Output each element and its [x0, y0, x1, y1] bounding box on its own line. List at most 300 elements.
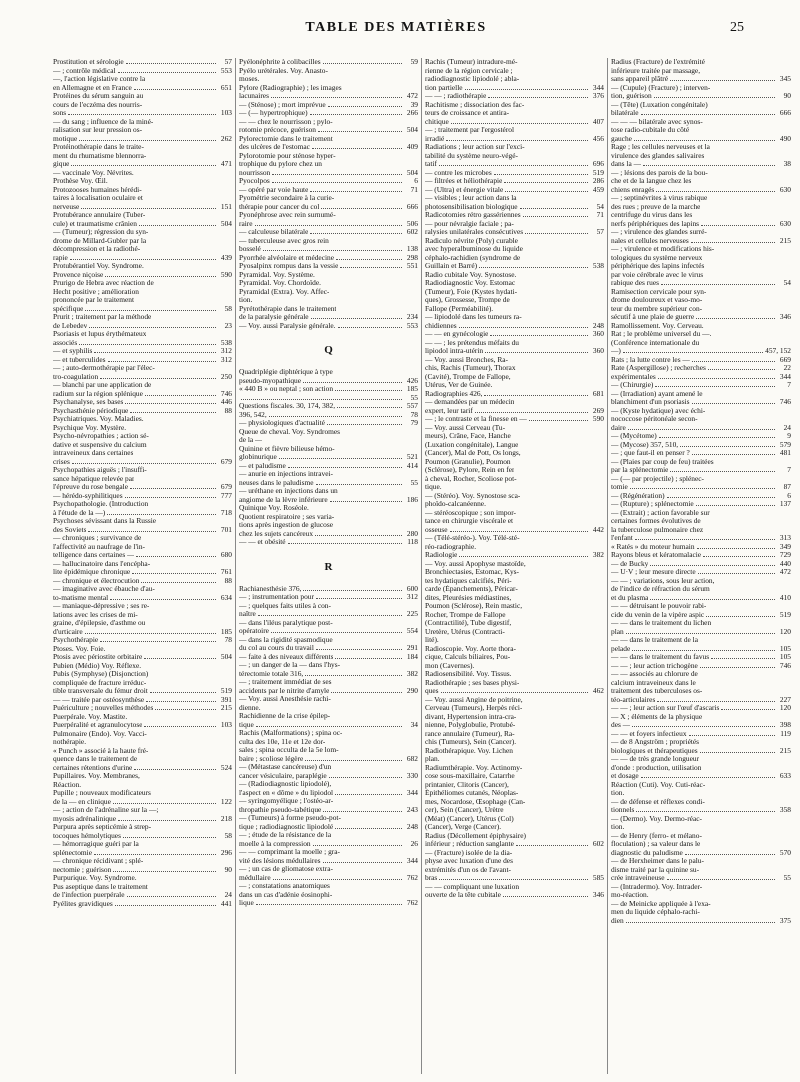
dot-leader — [697, 543, 775, 549]
index-entry — [611, 356, 791, 365]
index-entry — [611, 126, 791, 135]
index-entry — [53, 483, 232, 492]
dot-leader — [692, 356, 775, 362]
entry-text: par voie cérébrale avec le virus — [611, 270, 704, 279]
index-entry — [425, 891, 604, 900]
index-entry — [53, 874, 232, 883]
index-entry — [53, 364, 232, 373]
index-entry — [425, 84, 604, 93]
index-entry — [53, 84, 232, 93]
entry-text: Ptoses. Voy. Foie. — [53, 644, 106, 653]
entry-text: tion, guérison — [611, 92, 652, 100]
index-entry — [239, 67, 418, 76]
dot-leader — [520, 203, 588, 209]
entry-text: Psychopathologie. (Introduction — [53, 500, 149, 508]
index-entry — [239, 848, 418, 857]
index-entry — [611, 662, 791, 671]
page-ref: 105 — [779, 653, 791, 661]
index-entry — [239, 712, 418, 721]
index-entry — [239, 228, 418, 237]
entry-text: — uréthane en injections dans un — [239, 487, 338, 495]
dot-leader — [503, 891, 588, 897]
index-entry — [611, 109, 791, 118]
index-entry — [239, 763, 418, 772]
entry-text: — ; instrumentation pour — [239, 593, 314, 601]
index-entry — [53, 58, 232, 67]
index-entry — [53, 143, 232, 152]
page-ref: 459 — [592, 185, 604, 194]
entry-text: phoïdo-calcanéenne. — [425, 500, 486, 508]
index-entry — [53, 407, 232, 416]
index-entry — [53, 67, 232, 76]
entry-text: — (Télé-stéréo-). Voy. Télé-sté- — [425, 534, 520, 542]
index-entry — [239, 394, 418, 403]
entry-text: — — dans le traitement de la — [611, 636, 699, 644]
entry-text: — et syphilis — [53, 347, 93, 355]
dot-leader — [523, 211, 588, 217]
entry-text: neuses dans le paludisme — [239, 478, 314, 487]
dot-leader — [110, 594, 216, 600]
index-entry — [239, 865, 418, 874]
index-entry — [611, 509, 791, 518]
entry-text: — imaginative avec ébauche d'au- — [53, 585, 155, 593]
entry-text: — — chez le nourrisson ; pylo- — [239, 117, 333, 126]
index-entry — [611, 883, 791, 892]
index-entry — [425, 483, 604, 492]
page-ref: 538 — [220, 338, 232, 347]
index-entry — [611, 169, 791, 178]
dot-leader — [141, 577, 216, 583]
entry-text: pseudo-myopathique — [239, 376, 301, 385]
entry-text: avec hyperalbuminose du liquide — [425, 245, 523, 253]
entry-text: Psychopathies aiguës ; l'insuffi- — [53, 466, 147, 474]
index-entry — [53, 415, 232, 424]
entry-text: accidents par le nitrite d'amyle — [239, 686, 330, 695]
entry-text: de la — — [239, 436, 263, 444]
entry-text: gique — [53, 160, 70, 168]
dot-leader — [144, 653, 216, 659]
index-entry — [425, 806, 604, 815]
page-ref: 234 — [406, 313, 418, 321]
entry-text: diagnostic du paludisme — [611, 848, 683, 857]
index-entry — [53, 628, 232, 637]
index-entry — [425, 560, 604, 569]
page-ref: 227 — [779, 695, 791, 704]
entry-text: crises — [53, 457, 70, 466]
page-ref: 407 — [592, 117, 604, 126]
entry-text: Questions fiscales. 30, 174, 382, — [239, 402, 336, 410]
entry-text: rance annulaire (Tumeur), Ra- — [425, 729, 515, 738]
index-entry — [425, 636, 604, 645]
entry-text: floculation) ; sa valeur dans le — [611, 840, 701, 848]
index-entry — [53, 92, 232, 101]
page-ref: 87 — [783, 483, 791, 491]
entry-text: ques), Grossesse, Trompe de — [425, 296, 510, 304]
entry-text: Pyonéphrose avec rein surnumé- — [239, 211, 336, 219]
entry-text: en Allemagne et en France — [53, 83, 132, 92]
index-entry — [425, 755, 604, 764]
index-entry — [425, 322, 604, 331]
dot-leader — [136, 551, 216, 557]
dot-leader — [685, 849, 775, 855]
entry-text: Queue de cheval. Voy. Syndromes — [239, 427, 341, 436]
page-ref: 746 — [220, 389, 232, 398]
page-ref: 426 — [406, 376, 418, 385]
index-entry — [53, 135, 232, 144]
dot-leader — [330, 496, 402, 502]
entry-text: certaines rétentions d'urine — [53, 763, 133, 772]
entry-text: Protozooses humaines hérédi- — [53, 185, 142, 194]
index-entry — [239, 220, 418, 229]
dot-leader — [273, 874, 402, 880]
dot-leader — [256, 899, 402, 905]
index-entry — [611, 764, 791, 773]
dot-leader — [516, 840, 588, 846]
page-ref: 296 — [220, 848, 232, 857]
entry-text: Puériculture ; nouvelles méthodes — [53, 704, 154, 712]
index-entry — [611, 75, 791, 84]
page-ref: 521 — [406, 453, 418, 461]
index-entry — [53, 279, 232, 288]
entry-text: — anurie en injections intravei- — [239, 470, 333, 478]
page-ref: 570 — [779, 848, 791, 857]
dot-leader — [89, 322, 216, 328]
index-entry — [53, 322, 232, 331]
entry-text: — hallucinatoire dans l'encépha- — [53, 559, 151, 568]
page-ref: 39 — [410, 100, 418, 109]
dot-leader — [318, 126, 402, 132]
entry-text: nothérapie. — [53, 738, 87, 746]
entry-text: — ; le contraste et la finesse en — — [425, 415, 527, 423]
index-entry — [611, 891, 791, 900]
index-entry — [611, 84, 791, 93]
entry-text: Rayons bleus et kératomalacie — [611, 551, 702, 559]
page-ref: 269 — [592, 406, 604, 415]
page-ref: 330 — [406, 771, 418, 780]
index-entry — [425, 67, 604, 76]
index-entry — [425, 160, 604, 169]
entry-text: virulence des glandes salivaires — [611, 151, 705, 160]
dot-leader — [145, 390, 216, 396]
entry-text: ralysies unilatérales consécutives — [425, 228, 524, 236]
index-entry — [611, 177, 791, 186]
index-entry — [53, 713, 232, 722]
index-entry — [53, 883, 232, 892]
index-entry — [53, 721, 232, 730]
index-entry — [425, 356, 604, 365]
index-entry — [239, 874, 418, 883]
section-letter: Q — [324, 344, 333, 356]
index-entry — [425, 747, 604, 756]
dot-leader — [79, 339, 216, 345]
entry-text: — hérédo-syphilitiques — [53, 491, 123, 500]
index-entry — [611, 118, 791, 127]
entry-text: opératoire — [239, 627, 269, 635]
entry-text: graine, d'épilepsie, d'asthme ou — [53, 619, 146, 627]
index-entry — [53, 645, 232, 654]
index-entry — [611, 407, 791, 416]
entry-text: che et de la langue chez les — [611, 177, 692, 185]
page-ref: 312 — [406, 593, 418, 601]
dot-leader — [107, 509, 216, 515]
page-ref: 185 — [220, 627, 232, 636]
page-ref: 391 — [220, 695, 232, 704]
page-ref: 88 — [224, 406, 232, 415]
entry-text: sons — [53, 109, 67, 117]
entry-text: (Méat) (Cancer), Utérus (Col) — [425, 814, 514, 823]
dot-leader — [126, 58, 216, 64]
page-ref: 55 — [410, 478, 418, 487]
index-entry — [425, 517, 604, 526]
index-entry — [239, 496, 418, 505]
index-entry — [425, 730, 604, 739]
index-entry — [611, 441, 791, 450]
page-ref: 376 — [592, 92, 604, 100]
entry-text: Psycho-névropathies ; action sé- — [53, 432, 149, 440]
page-ref: 286 — [592, 177, 604, 185]
entry-text: Rachis (Tumeur) intradure-mé- — [425, 58, 518, 66]
entry-text: — — ; leur action trichogène — [611, 661, 698, 670]
index-entry — [425, 662, 604, 671]
page-ref: 696 — [592, 160, 604, 168]
index-entry — [425, 220, 604, 229]
index-entry — [425, 526, 604, 535]
dot-leader — [130, 483, 216, 489]
page-ref: 538 — [592, 262, 604, 270]
index-entry — [239, 593, 418, 602]
index-entry — [425, 798, 604, 807]
entry-text: Rachianesthésie 376, — [239, 584, 302, 593]
dot-leader — [146, 696, 216, 702]
page-ref: 718 — [220, 508, 232, 517]
dot-leader — [310, 186, 402, 192]
page-ref: 630 — [779, 219, 791, 228]
index-entry — [425, 398, 604, 407]
index-entry — [53, 636, 232, 645]
entry-text: Psoriasis et lupus érythémateux — [53, 330, 147, 338]
index-entry — [239, 177, 418, 186]
dot-leader — [634, 135, 775, 141]
dot-leader — [118, 815, 216, 821]
entry-text: — ; étude de la résistance de la — [239, 831, 332, 839]
page-ref: 312 — [220, 355, 232, 364]
index-entry — [425, 696, 604, 705]
dot-leader — [439, 874, 588, 880]
entry-text: teur du membre supérieur con- — [611, 304, 703, 313]
dot-leader — [255, 220, 402, 226]
dot-leader — [692, 449, 775, 455]
index-entry — [53, 126, 232, 135]
dot-leader — [85, 628, 216, 634]
index-entry — [53, 551, 232, 560]
entry-text: mes, Nocardose, Œsophage (Can- — [425, 797, 526, 806]
index-entry — [425, 245, 604, 254]
dot-leader — [132, 568, 216, 574]
dot-leader — [316, 479, 402, 485]
index-entry — [425, 288, 604, 297]
index-entry — [611, 390, 791, 399]
page-ref: 414 — [406, 461, 418, 470]
entry-text: l'enfant — [611, 534, 633, 542]
index-entry — [425, 772, 604, 781]
page-ref: 346 — [779, 313, 791, 321]
index-entry — [425, 305, 604, 314]
index-entry — [239, 521, 418, 530]
entry-text: tion partielle — [425, 83, 463, 92]
index-entry — [611, 815, 791, 824]
entry-text: Radiumthérapie. Voy. Actinomy- — [425, 763, 523, 772]
index-entry — [239, 254, 418, 263]
entry-text: printanier, Clitoris (Cancer), — [425, 780, 509, 789]
entry-text: Pyélo urétérales. Voy. Anasto- — [239, 66, 328, 75]
entry-text: — de Henry (ferro- et mélano- — [611, 831, 702, 840]
index-entry — [53, 526, 232, 535]
index-entry — [425, 186, 604, 195]
index-entry — [611, 551, 791, 560]
page-ref: 446 — [220, 398, 232, 406]
entry-text: Quotient respiratoire ; ses varia- — [239, 512, 335, 521]
entry-text: — (Stéréo). Voy. Synostose sca- — [425, 491, 521, 500]
entry-text: chis, Rachis (Tumeur), Thorax — [425, 364, 516, 372]
index-entry — [53, 585, 232, 594]
entry-text: — dans l'iléus paralytique post- — [239, 618, 333, 627]
dot-leader — [305, 755, 402, 761]
entry-text: Radioscopie. Voy. Aorte thora- — [425, 644, 516, 653]
index-entry — [425, 509, 604, 518]
dot-leader — [312, 143, 402, 149]
index-entry — [611, 220, 791, 229]
page-ref: 55 — [783, 874, 791, 882]
index-entry — [611, 636, 791, 645]
dot-leader — [134, 84, 216, 90]
entry-text: — ; un cas de gliomatose extra- — [239, 865, 333, 873]
index-entry — [425, 534, 604, 543]
entry-text: par la splénectomie — [611, 466, 669, 474]
dot-leader — [626, 917, 775, 923]
entry-text: globinurique — [239, 453, 277, 461]
index-column-1 — [50, 58, 236, 1074]
entry-text: périphérique des lapins infectés — [611, 262, 705, 270]
entry-text: — chroniques ; survivance de — [53, 534, 142, 542]
index-entry — [239, 619, 418, 628]
index-entry — [53, 75, 232, 84]
page-ref: 579 — [779, 440, 791, 449]
entry-text: culta des 10e, 11e et 12e dor- — [239, 737, 326, 746]
entry-text: (Conférence internationale du — [611, 338, 700, 347]
page-ref: 679 — [220, 457, 232, 466]
index-entry — [611, 143, 791, 152]
entry-text: spécifique — [53, 304, 84, 313]
index-entry — [239, 462, 418, 471]
page-title: TABLE DES MATIÈRES — [305, 20, 487, 35]
index-entry — [239, 470, 418, 479]
index-entry — [239, 772, 418, 781]
page-ref: 24 — [224, 891, 232, 899]
dot-leader — [450, 526, 588, 532]
page-ref: 71 — [410, 185, 418, 194]
index-entry — [611, 364, 791, 373]
index-entry — [53, 789, 232, 798]
dot-leader — [288, 538, 402, 544]
index-entry — [53, 806, 232, 815]
index-entry — [239, 899, 418, 908]
entry-text: — Voy. aussi Anesthésie rachi- — [239, 695, 331, 703]
index-entry — [611, 611, 791, 620]
entry-text: thérapie pour cancer du col — [239, 202, 320, 211]
dot-leader — [323, 58, 402, 64]
entry-text: physe avec luxation d'une des — [425, 857, 513, 865]
dot-leader — [313, 840, 402, 846]
index-entry — [53, 543, 232, 552]
page-ref: 666 — [406, 202, 418, 211]
entry-text: — — — bilatérale avec synos- — [611, 117, 703, 126]
index-entry — [53, 458, 232, 467]
page-ref: 346 — [592, 891, 604, 899]
entry-text: (Tumeur), Foie (Kystes hydati- — [425, 287, 518, 296]
entry-text: Uretère, Utérus (Contracti- — [425, 627, 505, 636]
page-ref: 90 — [224, 865, 232, 874]
index-entry — [425, 237, 604, 246]
index-entry — [611, 279, 791, 288]
entry-text: — — traitée par ostéosynthèse — [53, 695, 145, 704]
index-entry — [239, 453, 418, 462]
index-entry — [611, 186, 791, 195]
page-ref: 634 — [220, 593, 232, 602]
entry-text: Pylore (Radiographie) ; les images — [239, 83, 342, 92]
index-entry — [53, 891, 232, 900]
index-entry — [425, 364, 604, 373]
entry-text: (Luxation congénitale), Langue — [425, 440, 519, 449]
dot-leader — [258, 610, 402, 616]
index-entry — [611, 135, 791, 144]
index-entry — [611, 832, 791, 841]
entry-text: Rate (Aspergillose) ; recherches — [611, 364, 706, 372]
entry-text: — ; lésions des parois de la bou- — [611, 168, 708, 177]
dot-leader — [125, 492, 216, 498]
entry-text: — opéré par voie haute — [239, 185, 309, 194]
dot-leader — [115, 900, 216, 906]
entry-text: Provence niçoise — [53, 270, 104, 279]
entry-text: associés — [53, 338, 78, 347]
index-entry — [239, 169, 418, 178]
index-entry — [611, 908, 791, 917]
page-ref: 54 — [596, 202, 604, 211]
entry-text: — ; un danger de la — dans l'hys- — [239, 661, 341, 669]
entry-text: nienne, Polyglobulie, Protubé- — [425, 721, 516, 729]
entry-text: Pupillaires. Voy. Membranes, — [53, 772, 140, 780]
index-entry — [611, 92, 791, 101]
index-entry — [53, 781, 232, 790]
entry-text: irradié — [425, 134, 445, 143]
dot-leader — [323, 806, 402, 812]
page-ref: 472 — [406, 92, 418, 100]
page-ref: 215 — [779, 746, 791, 755]
index-entry — [611, 415, 791, 424]
index-entry — [611, 500, 791, 509]
index-entry — [611, 840, 791, 849]
index-entry — [53, 101, 232, 110]
page-ref: 729 — [779, 551, 791, 559]
entry-text: radium sur la région splénique — [53, 389, 143, 398]
entry-text: — (Kyste hydatique) avec échi- — [611, 406, 706, 415]
dot-leader — [155, 704, 216, 710]
page-ref: 344 — [592, 83, 604, 92]
index-entry — [239, 385, 418, 394]
entry-text: cose sous-maxillaire, Catarrhe — [425, 772, 515, 780]
entry-text: expert, leur tarif — [425, 406, 473, 415]
dot-leader — [650, 594, 775, 600]
index-entry — [611, 687, 791, 696]
